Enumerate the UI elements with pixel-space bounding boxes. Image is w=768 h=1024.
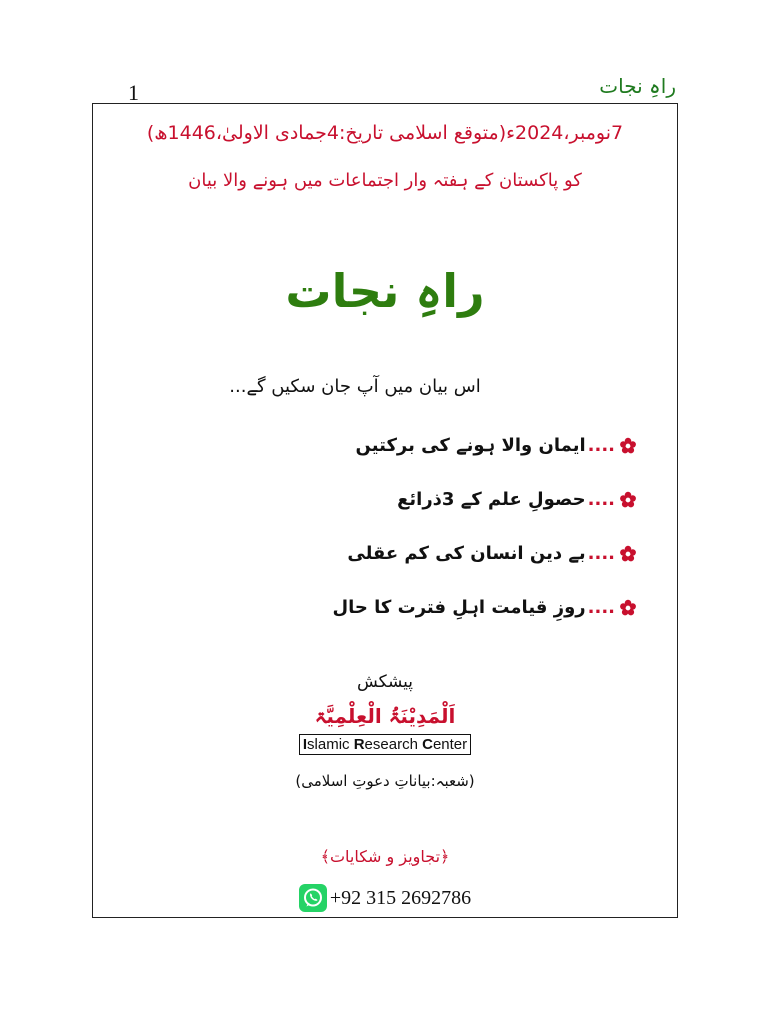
list-item <box>333 419 637 473</box>
list-item <box>333 581 637 635</box>
list-item <box>333 473 637 527</box>
subtitle: کو پاکستان کے ہفتہ وار اجتماعات میں ہونے والا بیان <box>188 170 582 191</box>
flower-bullet-icon <box>619 491 637 509</box>
flower-bullet-icon <box>619 437 637 455</box>
organization-english-box <box>93 734 677 755</box>
phone-number[interactable]: +92 315 2692786 <box>329 886 472 909</box>
whatsapp-icon <box>299 884 327 912</box>
organization-logo-arabic: اَلْمَدِیْنَۃُ الْعِلْمِیَّۃ <box>314 704 456 728</box>
organization-english: Islamic Research Center <box>299 734 471 755</box>
flower-bullet-icon <box>619 599 637 617</box>
content-frame <box>92 103 678 918</box>
suggestions-heading: ﴿تجاویز و شکایات﴾ <box>320 847 450 866</box>
topic-text: حصولِ علم کے 3ذرائع <box>397 489 586 510</box>
topic-text: بے دین انسان کی کم عقلی <box>347 543 586 564</box>
flower-bullet-icon <box>619 545 637 563</box>
bullet-dots: .... <box>587 489 615 510</box>
intro-text: اس بیان میں آپ جان سکیں گے... <box>229 376 481 397</box>
page-title: راہِ نجات <box>285 264 485 318</box>
list-item <box>333 527 637 581</box>
bullet-dots: .... <box>587 435 615 456</box>
contact-row <box>93 884 677 912</box>
presented-by: پیشکش <box>356 672 414 692</box>
running-head: راہِ نجات <box>599 74 676 98</box>
topic-text: ایمان والا ہونے کی برکتیں <box>355 435 586 456</box>
date-line: 7نومبر،2024ء(متوقع اسلامی تاریخ:4جمادی الاولیٰ،1446ھ) <box>146 122 624 144</box>
bullet-dots: .... <box>587 597 615 618</box>
topic-list <box>333 419 637 635</box>
bullet-dots: .... <box>587 543 615 564</box>
department-line: (شعبہ:بیاناتِ دعوتِ اسلامی) <box>295 772 475 790</box>
topic-text: روزِ قیامت اہلِ فترت کا حال <box>332 597 586 618</box>
page-number: 1 <box>128 80 139 105</box>
